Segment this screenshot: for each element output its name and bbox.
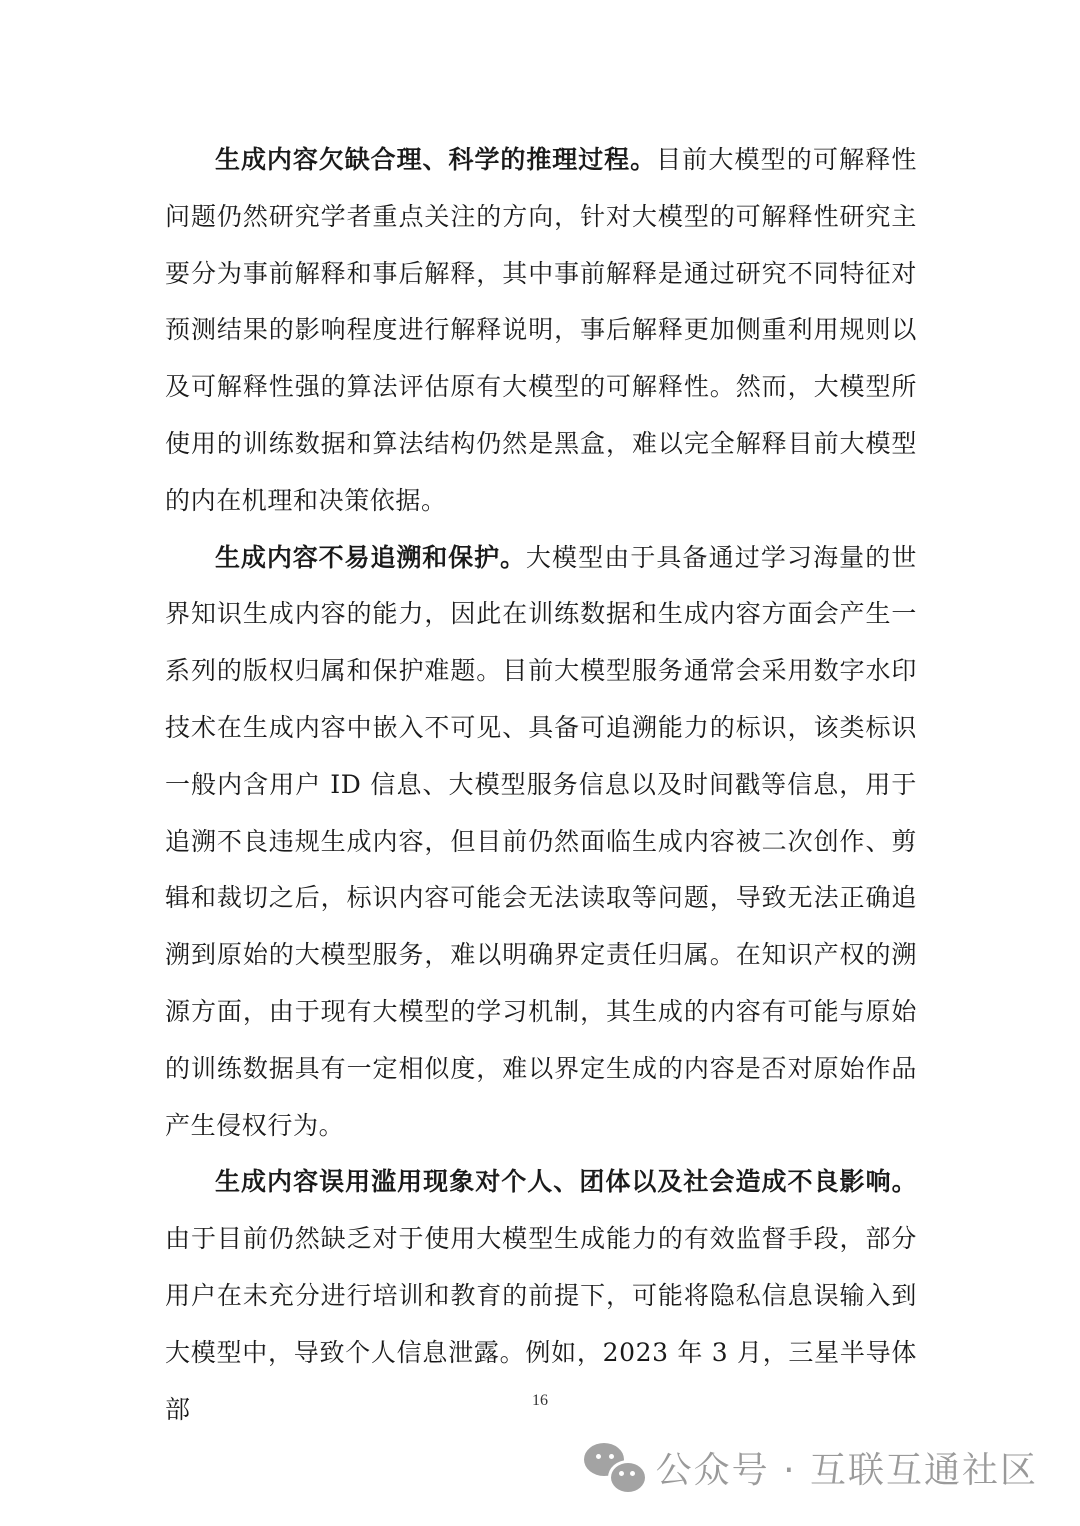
paragraph-heading: 生成内容误用滥用现象对个人、团体以及社会造成不良影响。 bbox=[215, 1167, 917, 1197]
watermark bbox=[584, 1442, 1038, 1493]
paragraph-text: 由于目前仍然缺乏对于使用大模型生成能力的有效监督手段，部分用户在未充分进行培训和教育的前提下，可能将隐私信息误输入到大模型中，导致个人信息泄露。例如，2023 年 3 月，三星半导体部 bbox=[165, 1224, 917, 1424]
page-body bbox=[165, 132, 917, 1438]
paragraph-text: 目前大模型的可解释性问题仍然研究学者重点关注的方向，针对大模型的可解释性研究主要分为事前解释和事后解释，其中事前解释是通过研究不同特征对预测结果的影响程度进行解释说明，事后解释更加侧重利用规则以及可解释性强的算法评估原有大模型的可解释性。然而，大模型所使用的训练数据和算法结构仍然是黑盒，难以完全解释目前大模型的内在机理和决策依据。 bbox=[165, 145, 917, 515]
wechat-icon bbox=[584, 1443, 646, 1493]
paragraph-heading: 生成内容欠缺合理、科学的推理过程。 bbox=[215, 145, 657, 174]
paragraph-text: 大模型由于具备通过学习海量的世界知识生成内容的能力，因此在训练数据和生成内容方面会产生一系列的版权归属和保护难题。目前大模型服务通常会采用数字水印技术在生成内容中嵌入不可见、具备可追溯能力的标识，该类标识一般内含用户 ID 信息、大模型服务信息以及时间戳等信息，用于追溯不良违规生成内容，但目前仍然面临生成内容被二次创作、剪辑和裁切之后，标识内容可能会无法读取等问题，导致无法正确追溯到原始的大模型服务，难以明确界定责任归属。在知识产权的溯源方面，由于现有大模型的学习机制，其生成的内容有可能与原始的训练数据具有一定相似度，难以界定生成的内容是否对原始作品产生侵权行为。 bbox=[165, 542, 917, 1140]
paragraph-traceability bbox=[165, 530, 917, 1155]
paragraph-reasoning bbox=[165, 132, 917, 530]
page-number: 16 bbox=[532, 1392, 548, 1409]
watermark-text: 公众号 · 互联互通社区 bbox=[655, 1450, 1038, 1491]
paragraph-heading: 生成内容不易追溯和保护。 bbox=[215, 542, 526, 572]
